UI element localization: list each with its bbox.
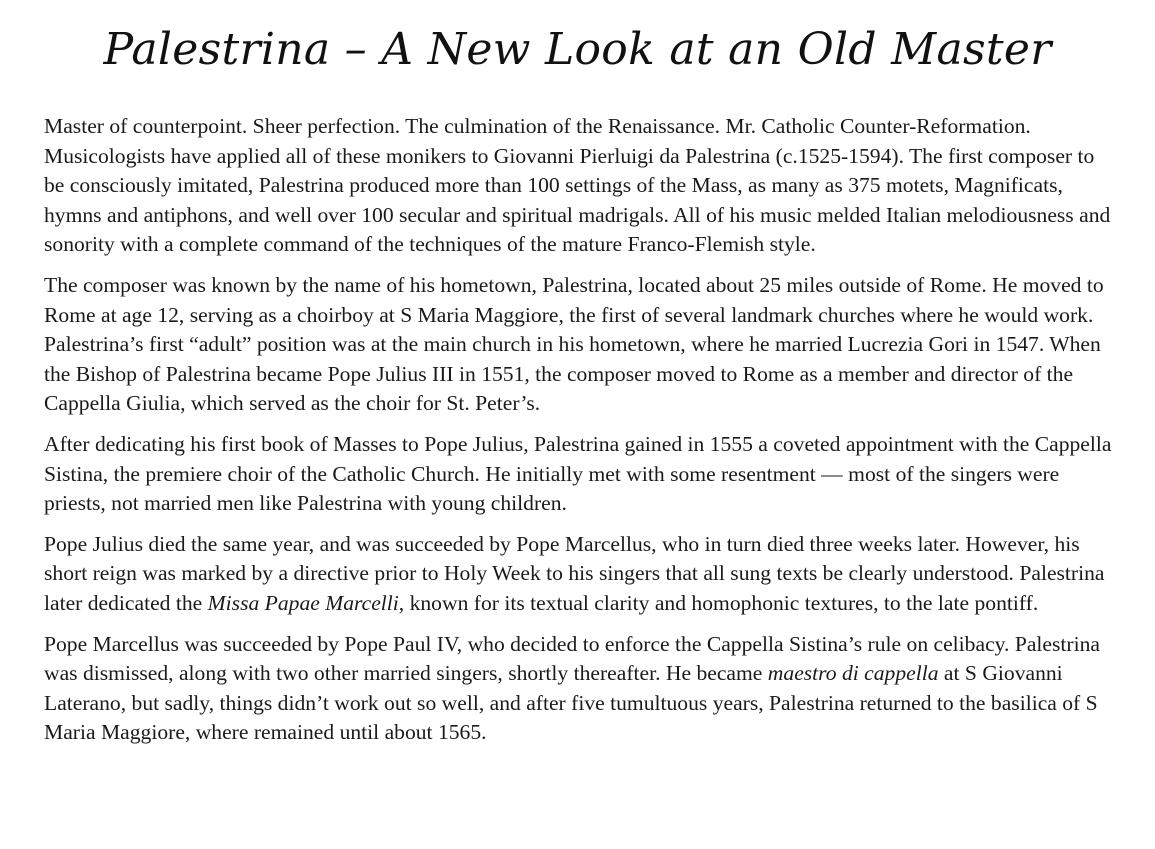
paragraph-5 (44, 630, 1116, 748)
mass-title-italic: Missa Papae Marcelli (207, 590, 399, 615)
paragraph-4 (44, 530, 1116, 619)
paragraph-3 (44, 430, 1116, 519)
paragraph-5-text-b: at S Giovanni Laterano, but sadly, things didn’t work out so well, and after five tumultuous years, Palestrina returned to the basilica of S Maria Maggiore, where remained until about 1565. (44, 661, 1098, 745)
maestro-di-cappella-italic: maestro di cappella (767, 661, 939, 686)
article-body (44, 112, 1116, 759)
paragraph-4-text-b: , known for its textual clarity and homophonic textures, to the late pontiff. (398, 590, 1039, 615)
paragraph-4-text-a: Pope Julius died the same year, and was succeeded by Pope Marcellus, who in turn died three weeks later. However, his short reign was marked by a directive prior to Holy Week to his singers that all sung texts be clearly understood. Palestrina later dedicated the (44, 531, 1105, 615)
page-title: Palestrina – A New Look at an Old Master (103, 24, 1052, 75)
paragraph-3-text: After dedicating his first book of Masses to Pope Julius, Palestrina gained in 1555 a coveted appointment with the Cappella Sistina, the premiere choir of the Catholic Church. He initially met with some resentment — most of the singers were priests, not married men like Palestrina with young children. (44, 431, 1112, 516)
paragraph-2-text: The composer was known by the name of his hometown, Palestrina, located about 25 miles outside of Rome. He moved to Rome at age 12, serving as a choirboy at S Maria Maggiore, the first of several landmark churches where he would work. Palestrina’s first “adult” position was at the main church in his hometown, where he married Lucrezia Gori in 1547. When the Bishop of Palestrina became Pope Julius III in 1551, the composer moved to Rome as a member and director of the Cappella Giulia, which served as the choir for St. Peter’s. (44, 272, 1104, 416)
paragraph-1 (44, 112, 1116, 260)
paragraph-5-text-a: Pope Marcellus was succeeded by Pope Paul IV, who decided to enforce the Cappella Sistina’s rule on celibacy. Palestrina was dismissed, along with two other married singers, shortly thereafter. He became (44, 631, 1100, 686)
paragraph-1-text: Master of counterpoint. Sheer perfection. The culmination of the Renaissance. Mr. Catholic Counter-Reformation. Musicologists have applied all of these monikers to Giovanni Pierluigi da Palestrina (c.1525-1594). The first composer to be consciously imitated, Palestrina produced more than 100 settings of the Mass, as many as 375 motets, Magnificats, hymns and antiphons, and well over 100 secular and spiritual madrigals. All of his music melded Italian melodiousness and sonority with a complete command of the techniques of the mature Franco-Flemish style. (44, 114, 1111, 257)
paragraph-2 (44, 271, 1116, 419)
